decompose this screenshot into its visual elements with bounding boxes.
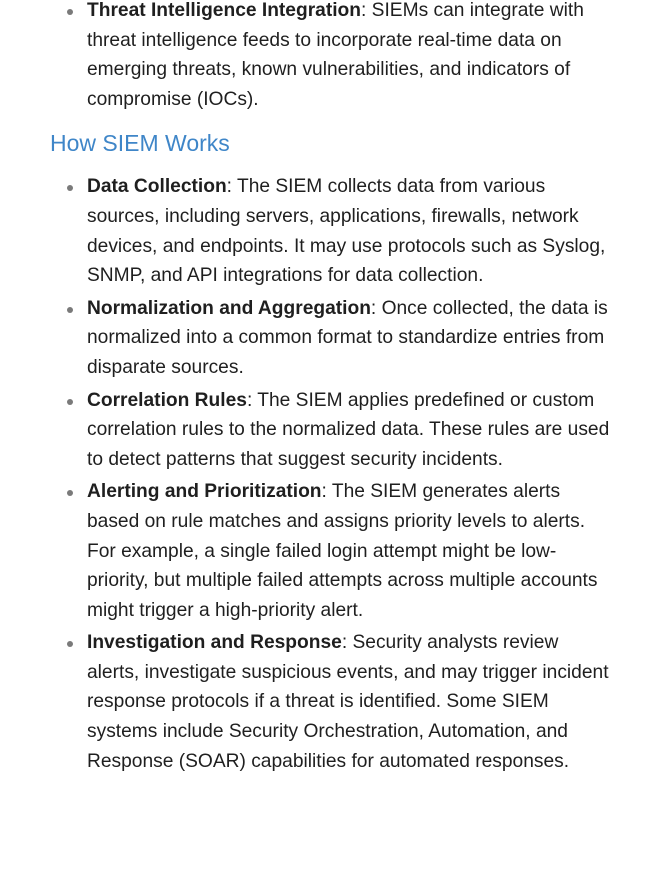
list-item <box>50 386 654 475</box>
list-item <box>50 477 654 625</box>
list-item <box>50 172 654 290</box>
bullet-dot-icon <box>67 185 73 191</box>
list-item-text: : The SIEM collects data from various sources, including servers, applications, firewalls, network devices, and endpoints. It may use protocols such as Syslog, SNMP, and API integrations for data collection. <box>87 176 606 287</box>
intro-bullet-list <box>50 0 654 114</box>
how-siem-works-list <box>50 172 654 776</box>
bullet-dot-icon <box>67 399 73 405</box>
list-item-text: : Security analysts review alerts, investigate suspicious events, and may trigger incident response protocols if a threat is identified. Some SIEM systems include Security Orchestration, Automation, and Response (SOAR) capabilities for automated responses. <box>87 632 609 772</box>
list-item-term: Investigation and Response <box>87 632 342 654</box>
list-item <box>50 0 654 114</box>
bullet-dot-icon <box>67 641 73 647</box>
list-item-text: : The SIEM applies predefined or custom correlation rules to the normalized data. These rules are used to detect patterns that suggest security incidents. <box>87 389 610 470</box>
list-item-term: Correlation Rules <box>87 389 247 411</box>
list-item-term: Threat Intelligence Integration <box>87 0 361 21</box>
list-item <box>50 628 654 776</box>
list-item-text: : The SIEM generates alerts based on rule matches and assigns priority levels to alerts. For example, a single failed login attempt might be low-priority, but multiple failed attempts across multiple accounts might trigger a high-priority alert. <box>87 481 598 621</box>
bullet-dot-icon <box>67 9 73 15</box>
list-item-term: Alerting and Prioritization <box>87 481 322 503</box>
list-item-term: Normalization and Aggregation <box>87 297 371 319</box>
bullet-dot-icon <box>67 307 73 313</box>
list-item-text: : SIEMs can integrate with threat intelligence feeds to incorporate real-time data on emerging threats, known vulnerabilities, and indicators of compromise (IOCs). <box>87 0 584 110</box>
section-heading: How SIEM Works <box>50 130 230 157</box>
list-item-text: : Once collected, the data is normalized into a common format to standardize entries from disparate sources. <box>87 297 608 378</box>
list-item <box>50 294 654 383</box>
bullet-dot-icon <box>67 490 73 496</box>
list-item-term: Data Collection <box>87 176 227 198</box>
